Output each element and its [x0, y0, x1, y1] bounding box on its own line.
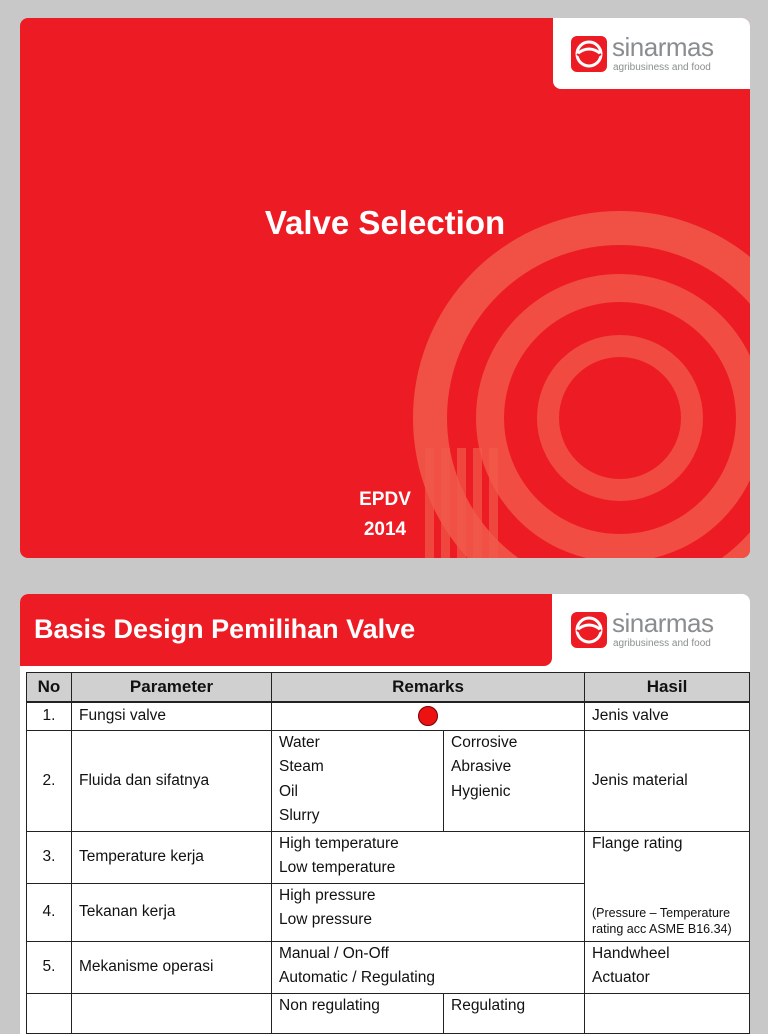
logo-brand-text: sinarmas	[612, 608, 714, 638]
remark-item: Low temperature	[279, 859, 396, 876]
basis-design-slide	[20, 594, 750, 1034]
cell-parameter: Fluida dan sifatnya	[72, 730, 272, 831]
cell-parameter	[72, 993, 272, 1033]
cell-remarks-b	[444, 993, 585, 1033]
header-parameter: Parameter	[72, 673, 272, 703]
cell-no: 2.	[27, 730, 72, 831]
remark-item: Non regulating	[279, 996, 380, 1014]
remark-item: Oil	[279, 782, 298, 800]
logo-tagline: agribusiness and food	[613, 62, 711, 73]
title-slide	[20, 18, 750, 558]
table-row	[27, 831, 750, 883]
subtitle-line-2: 2014	[363, 519, 407, 540]
remark-item: Manual / On-Off	[279, 944, 389, 962]
cell-no: 3.	[27, 831, 72, 883]
remark-item: Hygienic	[451, 782, 511, 800]
remark-item: Steam	[279, 758, 324, 775]
hasil-item: Actuator	[592, 969, 650, 986]
sinarmas-emblem-icon	[571, 36, 607, 72]
sinarmas-logo	[571, 608, 733, 652]
cell-remarks	[272, 702, 585, 730]
logo-tagline: agribusiness and food	[613, 638, 711, 649]
remark-item: Slurry	[279, 807, 320, 824]
cell-parameter: Tekanan kerja	[72, 883, 272, 941]
hasil-flange-rating: Flange rating	[592, 834, 683, 852]
cell-hasil-rating	[585, 831, 750, 941]
cell-no	[27, 993, 72, 1033]
slide-subtitle	[20, 485, 750, 545]
header-remarks: Remarks	[272, 673, 585, 703]
remark-item: Regulating	[451, 996, 526, 1014]
cell-hasil	[585, 993, 750, 1033]
cell-no: 5.	[27, 941, 72, 993]
valve-basis-table	[26, 672, 750, 1034]
swirl-decoration	[20, 18, 750, 558]
logo-panel	[553, 594, 750, 666]
hasil-item: Handwheel	[592, 944, 670, 962]
slide-title: Basis Design Pemilihan Valve	[34, 614, 416, 644]
table-row	[27, 993, 750, 1033]
header-hasil: Hasil	[585, 673, 750, 703]
remark-item: Automatic / Regulating	[279, 969, 435, 986]
cell-no: 1.	[27, 702, 72, 730]
remark-item: Low pressure	[279, 911, 373, 928]
remark-item: Corrosive	[451, 733, 518, 751]
red-dot-icon	[418, 706, 438, 726]
remark-item: Abrasive	[451, 758, 512, 775]
table-row	[27, 941, 750, 993]
cell-remarks-properties	[444, 730, 585, 831]
remark-item: Water	[279, 733, 320, 751]
cell-remarks-a	[272, 993, 444, 1033]
header-no: No	[27, 673, 72, 703]
cell-parameter: Temperature kerja	[72, 831, 272, 883]
cell-parameter: Mekanisme operasi	[72, 941, 272, 993]
subtitle-line-1: EPDV	[359, 489, 411, 510]
remark-item: High pressure	[279, 886, 376, 904]
cell-remarks	[272, 883, 585, 941]
cell-remarks	[272, 831, 585, 883]
sinarmas-emblem-icon	[571, 612, 607, 648]
slide-title: Valve Selection	[264, 204, 506, 241]
sinarmas-logo	[571, 32, 733, 76]
cell-remarks	[272, 941, 585, 993]
cell-parameter: Fungsi valve	[72, 702, 272, 730]
table-header-row	[27, 673, 750, 703]
cell-hasil	[585, 941, 750, 993]
table-row	[27, 702, 750, 730]
cell-hasil: Jenis valve	[585, 702, 750, 730]
cell-hasil: Jenis material	[585, 730, 750, 831]
hasil-rating-note: (Pressure – Temperature rating acc ASME B16.34)	[592, 905, 732, 936]
cell-no: 4.	[27, 883, 72, 941]
remark-item: High temperature	[279, 834, 399, 852]
table-row	[27, 730, 750, 831]
slide-header	[20, 594, 552, 666]
logo-panel	[553, 18, 750, 89]
cell-remarks-fluids	[272, 730, 444, 831]
logo-brand-text: sinarmas	[612, 32, 714, 62]
